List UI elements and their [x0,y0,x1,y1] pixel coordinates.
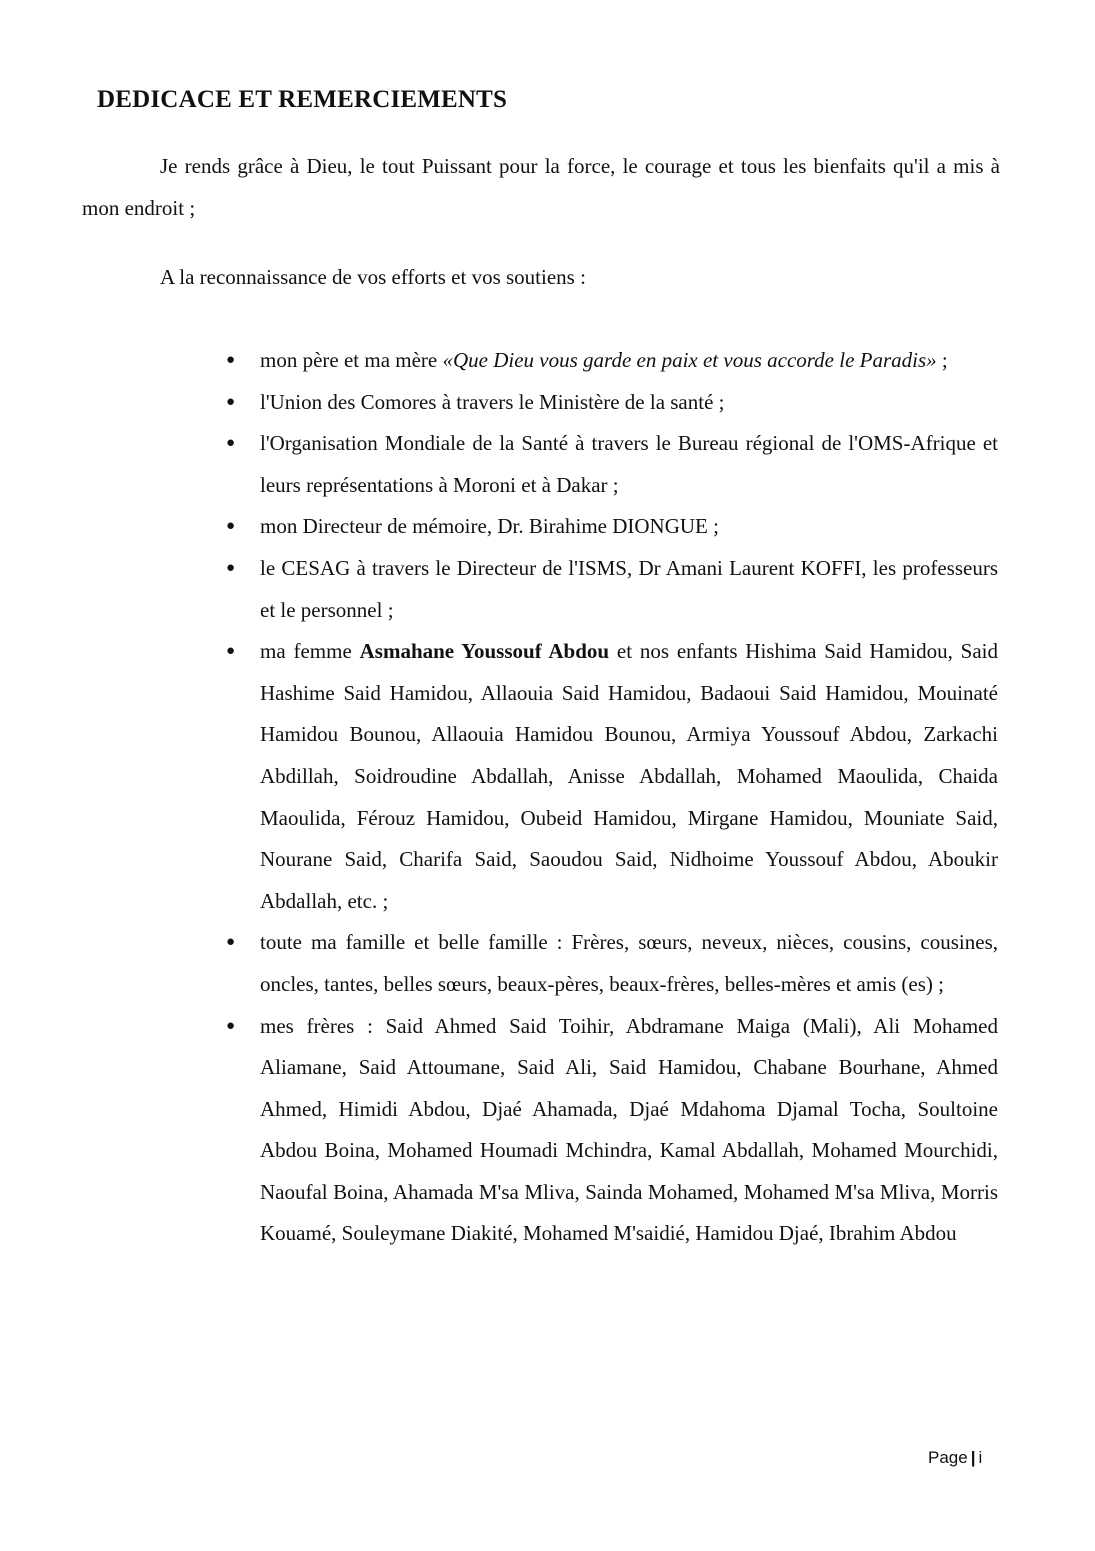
page-label: Page [928,1448,968,1467]
list-item [226,548,998,631]
page-number: i [978,1448,983,1467]
item-text: l'Organisation Mondiale de la Santé à travers le Bureau régional de l'OMS-Afrique et leurs représentations à Moroni et à Dakar ; [260,431,998,497]
item-text: toute ma famille et belle famille : Frères, sœurs, neveux, nièces, cousins, cousines, oncles, tantes, belles sœurs, beaux-pères, beaux-frères, belles-mères et amis (es) ; [260,930,998,996]
item-text: mes frères : Said Ahmed Said Toihir, Abdramane Maiga (Mali), Ali Mohamed Aliamane, Said Attoumane, Said Ali, Said Hamidou, Chabane Bourhane, Ahmed Ahmed, Himidi Abdou, Djaé Ahamada, Djaé Mdahoma Djamal Tocha, Soultoine Abdou Boina, Mohamed Houmadi Mchindra, Kamal Abdallah, Mohamed Mourchidi, Naoufal Boina, Ahamada M'sa Mliva, Sainda Mohamed, Mohamed M'sa Mliva, Morris Kouamé, Souleymane Diakité, Mohamed M'saidié, Hamidou Djaé, Ibrahim Abdou [260,1013,998,1246]
item-italic-text: «Que Dieu vous garde en paix et vous accorde le Paradis» [442,348,937,372]
list-item [226,423,998,506]
page-number-footer [928,1448,982,1468]
item-text: mon père et ma mère [260,348,443,372]
list-item [226,631,998,922]
lead-paragraph: A la reconnaissance de vos efforts et vos soutiens : [160,265,586,289]
bullet-icon: ● [226,934,236,951]
bullet-icon: ● [226,352,236,368]
bullet-icon: ● [226,435,236,452]
list-item [226,340,998,382]
item-bold-text: Asmahane Youssouf Abdou [359,639,610,664]
list-item [226,382,998,424]
item-text: le CESAG à travers le Directeur de l'ISMS, Dr Amani Laurent KOFFI, les professeurs et le personnel ; [260,555,998,622]
item-text: mon Directeur de mémoire, Dr. Birahime DIONGUE ; [260,514,719,539]
list-item [226,922,998,1005]
item-text: ; [936,348,948,372]
bullet-icon: ● [226,1017,236,1034]
list-item [226,1006,998,1256]
bullet-icon: ● [226,559,236,576]
list-item [226,506,998,548]
page-separator: | [970,1448,976,1467]
page-title: DEDICACE ET REMERCIEMENTS [97,86,508,113]
item-text: ma femme [260,639,360,664]
item-text: l'Union des Comores à travers le Ministère de la santé ; [260,389,725,414]
bullet-icon: ● [226,393,236,410]
dedication-list [226,340,998,1255]
bullet-icon: ● [226,643,236,660]
item-text: et nos enfants Hishima Said Hamidou, Said Hashime Said Hamidou, Allaouia Said Hamidou, Badaoui Said Hamidou, Mouinaté Hamidou Bounou, Allaouia Hamidou Bounou, Armiya Youssouf Abdou, Zarkachi Abdillah, Soidroudine Abdallah, Anisse Abdallah, Mohamed Maoulida, Chaida Maoulida, Férouz Hamidou, Oubeid Hamidou, Mirgane Hamidou, Mouniate Said, Nourane Said, Charifa Said, Saoudou Said, Nidhoime Youssouf Abdou, Aboukir Abdallah, etc. ; [260,639,998,913]
intro-paragraph: Je rends grâce à Dieu, le tout Puissant pour la force, le courage et tous les bienfaits qu'il a mis à mon endroit ; [82,154,1000,220]
bullet-icon: ● [226,518,236,535]
